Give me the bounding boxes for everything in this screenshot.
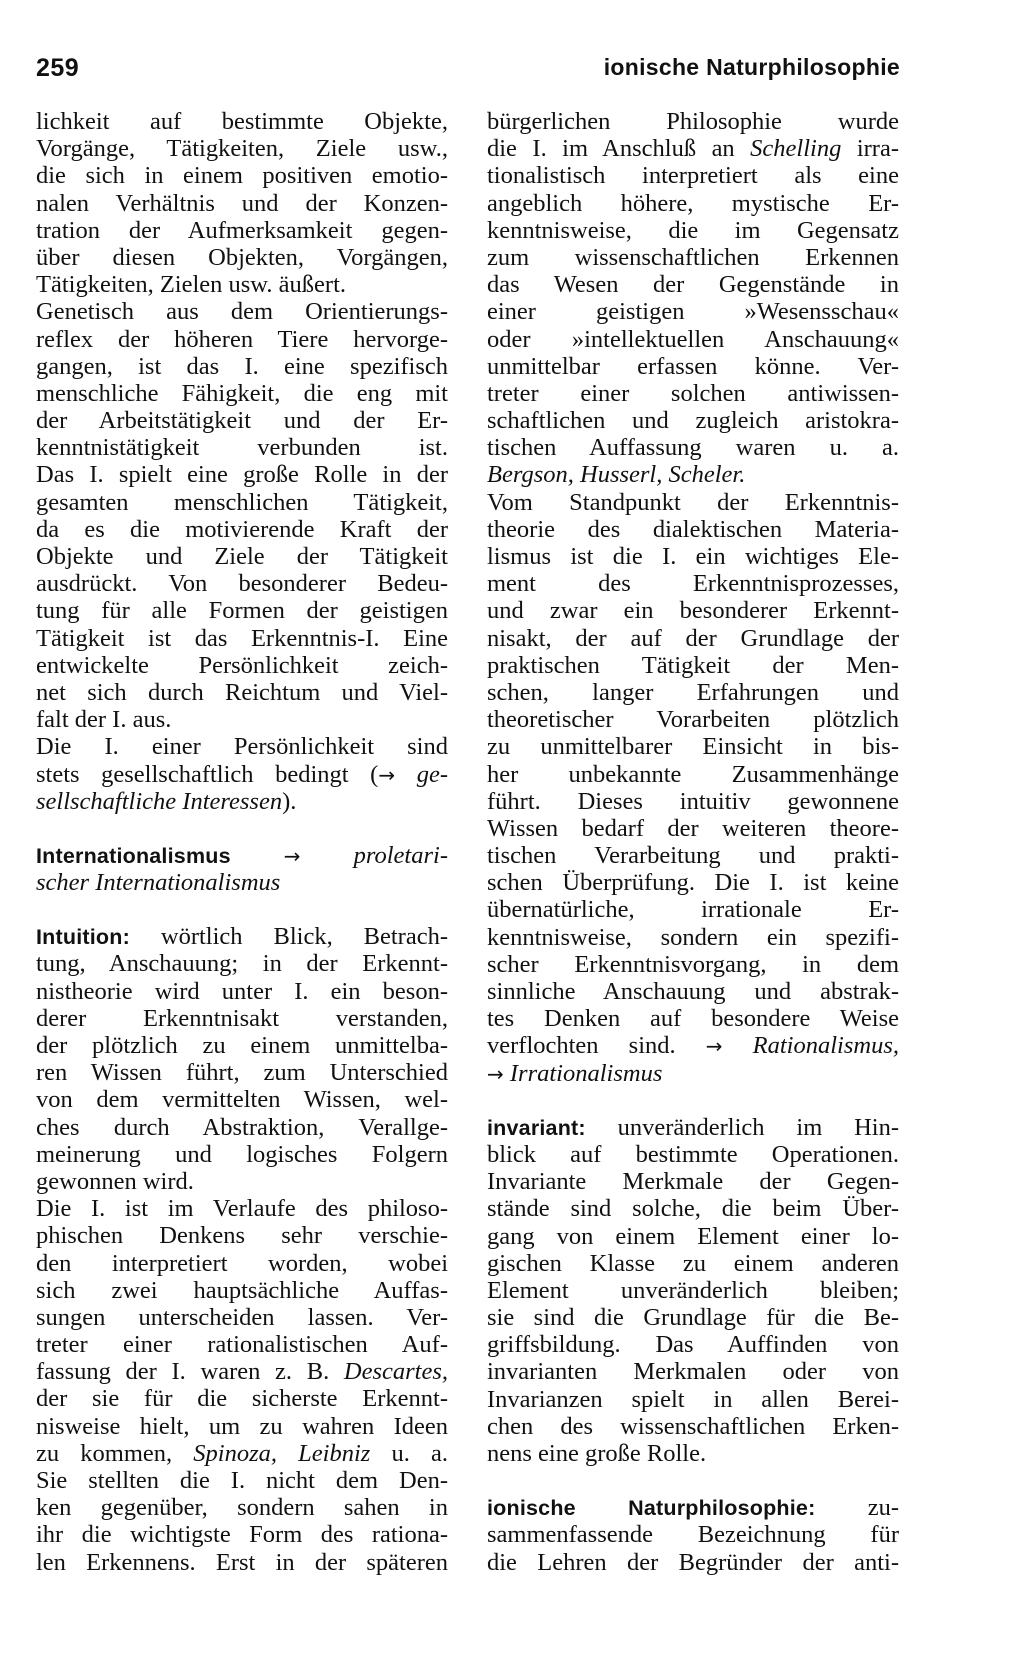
italic-text: sellschaftliche Interessen [36, 787, 283, 815]
italic-text: proletari- [353, 841, 448, 869]
cross-reference-arrow: → [378, 762, 396, 787]
text-line [487, 1331, 899, 1358]
text-line [36, 217, 448, 244]
text-line [487, 1521, 899, 1548]
text-line [487, 1494, 899, 1521]
text-line [487, 135, 899, 162]
line-text: Vorgänge, Tätigkeiten, Ziele usw., [36, 135, 448, 163]
text-line [487, 1032, 899, 1059]
text-line [487, 1168, 899, 1195]
text-line [487, 1277, 899, 1304]
right-column [487, 108, 899, 1576]
text-line [36, 761, 448, 788]
line-text: reflex der höheren Tiere hervorge- [36, 325, 448, 353]
line-text: zu unmittelbarer Einsicht in bis- [487, 733, 899, 761]
entry-headword: Internationalismus [36, 843, 231, 868]
text-line [36, 434, 448, 461]
text-line [487, 271, 899, 298]
text-line [36, 407, 448, 434]
text-line [487, 407, 899, 434]
line-text: von dem vermittelten Wissen, wel- [36, 1086, 448, 1114]
text-line [36, 1141, 448, 1168]
paragraph-gap [487, 1467, 899, 1494]
line-text: u. a. [370, 1439, 448, 1467]
text-line [36, 1277, 448, 1304]
text-line [487, 108, 899, 135]
text-line [487, 516, 899, 543]
text-line [36, 271, 448, 298]
line-text: lichkeit auf bestimmte Objekte, [36, 108, 448, 135]
line-text: führt. Dieses intuitiv gewonnene [487, 787, 899, 815]
line-text: der Arbeitstätigkeit und der Er- [36, 407, 448, 435]
italic-text: Descartes, [343, 1358, 448, 1386]
text-line [487, 815, 899, 842]
text-line [36, 1005, 448, 1032]
line-text: einer geistigen »Wesensschau« [487, 298, 899, 326]
text-line [487, 461, 899, 488]
line-text: ihr die wichtigste Form des rationa- [36, 1521, 448, 1549]
line-text: lismus ist die I. ein wichtiges Ele- [487, 543, 899, 570]
text-line [36, 1086, 448, 1113]
running-head: ionische Naturphilosophie [603, 54, 900, 80]
text-line [487, 543, 899, 570]
text-line [36, 298, 448, 325]
line-text: nisakt, der auf der Grundlage der [487, 624, 899, 652]
line-text: sammenfassende Bezeichnung für [487, 1521, 899, 1549]
line-text: sie sind die Grundlage für die Be- [487, 1304, 899, 1332]
text-line [487, 1060, 899, 1087]
text-line [487, 570, 899, 597]
line-text: bürgerlichen Philosophie wurde [487, 108, 899, 135]
text-line [487, 896, 899, 923]
line-text: tionalistisch interpretiert als eine [487, 162, 899, 190]
line-text: tung für alle Formen der geistigen [36, 597, 448, 625]
text-line [36, 353, 448, 380]
text-line [36, 108, 448, 135]
text-line [487, 597, 899, 624]
text-line [36, 570, 448, 597]
cross-reference-arrow: → [705, 1034, 723, 1059]
line-text: blick auf bestimmte Operationen. [487, 1140, 899, 1168]
line-text: Das I. spielt eine große Rolle in der [36, 461, 448, 489]
left-column [36, 108, 448, 1576]
line-text: angeblich höhere, mystische Er- [487, 189, 899, 217]
line-text: das Wesen der Gegenstände in [487, 271, 899, 299]
text-line [487, 434, 899, 461]
text-line [487, 951, 899, 978]
text-line [487, 679, 899, 706]
line-text: theorie des dialektischen Materia- [487, 515, 899, 543]
text-line [36, 923, 448, 950]
line-text: Die I. einer Persönlichkeit sind [36, 733, 448, 761]
text-line [487, 217, 899, 244]
paragraph-gap [36, 896, 448, 923]
text-line [487, 1413, 899, 1440]
text-line [487, 788, 899, 815]
line-text: Genetisch aus dem Orientierungs- [36, 298, 448, 326]
text-line [487, 353, 899, 380]
text-line [36, 516, 448, 543]
text-line [487, 869, 899, 896]
text-line [36, 1358, 448, 1385]
text-line [36, 135, 448, 162]
line-text: theoretischer Vorarbeiten plötzlich [487, 706, 899, 734]
line-text: Sie stellten die I. nicht dem Den- [36, 1467, 448, 1494]
line-text: len Erkennens. Erst in der späteren [36, 1548, 448, 1576]
line-text: ment des Erkenntnisprozesses, [487, 570, 899, 598]
text-line [487, 1304, 899, 1331]
line-text: schen, langer Erfahrungen und [487, 678, 899, 706]
line-text: kenntnistätigkeit verbunden ist. [36, 434, 448, 462]
italic-text: Spinoza, Leibniz [193, 1439, 371, 1467]
line-text: schaftlichen und zugleich aristokra- [487, 407, 899, 435]
line-text: die Lehren der Begründer der anti- [487, 1548, 899, 1576]
line-text: zu- [815, 1494, 899, 1522]
line-text: chen des wissenschaftlichen Erken- [487, 1412, 899, 1440]
line-text: über diesen Objekten, Vorgängen, [36, 243, 448, 271]
line-text: schen Überprüfung. Die I. ist keine [487, 869, 899, 897]
text-line [487, 652, 899, 679]
line-text: da es die motivierende Kraft der [36, 515, 448, 543]
text-line [36, 788, 448, 815]
line-text: ausdrückt. Von besonderer Bedeu- [36, 570, 448, 598]
text-line [36, 1413, 448, 1440]
text-line [487, 1358, 899, 1385]
line-text: Tätigkeit ist das Erkenntnis-I. Eine [36, 624, 448, 652]
paragraph-gap [487, 1087, 899, 1114]
line-text: meinerung und logisches Folgern [36, 1140, 448, 1168]
text-line [36, 842, 448, 869]
entry-headword: invariant: [487, 1115, 586, 1140]
line-text: griffsbildung. Das Auffinden von [487, 1331, 899, 1359]
text-line [487, 1114, 899, 1141]
line-text: irra- [841, 135, 899, 163]
text-line [487, 298, 899, 325]
entry-headword: ionische Naturphilosophie: [487, 1496, 816, 1521]
line-text: Element unveränderlich bleiben; [487, 1276, 899, 1304]
line-text: entwickelte Persönlichkeit zeich- [36, 651, 448, 679]
line-text: gang von einem Element einer lo- [487, 1222, 899, 1250]
cross-reference-arrow: → [487, 1061, 504, 1086]
line-text: die sich in einem positiven emotio- [36, 162, 448, 190]
line-text: menschliche Fähigkeit, die eng mit [36, 379, 448, 407]
text-line [36, 1222, 448, 1249]
text-line [36, 489, 448, 516]
text-line [487, 489, 899, 516]
text-line [36, 1521, 448, 1548]
italic-text: Bergson, Husserl, Scheler. [487, 461, 746, 489]
line-text: unveränderlich im Hin- [585, 1113, 899, 1141]
line-text: scher Erkenntnisvorgang, in dem [487, 950, 899, 978]
line-text: unmittelbar erfassen könne. Ver- [487, 352, 899, 380]
line-text: stets gesellschaftlich bedingt ( [36, 760, 379, 788]
italic-text: Irrationalismus [503, 1059, 663, 1087]
line-text: tischen Auffassung waren u. a. [487, 434, 899, 462]
line-text: ches durch Abstraktion, Verallge- [36, 1113, 448, 1141]
text-line [36, 1168, 448, 1195]
text-line [36, 1494, 448, 1521]
line-text: Vom Standpunkt der Erkenntnis- [487, 488, 899, 516]
line-text: den interpretiert worden, wobei [36, 1249, 448, 1277]
text-line [36, 1304, 448, 1331]
line-text: ren Wissen führt, zum Unterschied [36, 1059, 448, 1087]
text-line [487, 190, 899, 217]
line-text: tes Denken auf besondere Weise [487, 1005, 899, 1033]
line-text: net sich durch Reichtum und Viel- [36, 678, 448, 706]
text-line [36, 950, 448, 977]
line-text: und zwar ein besonderer Erkennt- [487, 597, 899, 625]
text-line [36, 1331, 448, 1358]
line-text: gangen, ist das I. eine spezifisch [36, 352, 448, 380]
line-text: praktischen Tätigkeit der Men- [487, 651, 899, 679]
line-text: nalen Verhältnis und der Konzen- [36, 189, 448, 217]
line-text: her unbekannte Zusammenhänge [487, 760, 899, 788]
text-line [36, 244, 448, 271]
line-text: der sie für die sicherste Erkennt- [36, 1385, 448, 1413]
line-text: zum wissenschaftlichen Erkennen [487, 243, 899, 271]
line-text: gesamten menschlichen Tätigkeit, [36, 488, 448, 516]
line-text: derer Erkenntnisakt verstanden, [36, 1004, 448, 1032]
line-text: verflochten sind. [487, 1032, 706, 1060]
line-text: übernatürliche, irrationale Er- [487, 896, 899, 924]
line-text: Die I. ist im Verlaufe des philoso- [36, 1195, 448, 1223]
cross-reference-arrow: → [230, 843, 354, 868]
text-line [36, 1467, 448, 1494]
text-line [487, 625, 899, 652]
text-line [36, 978, 448, 1005]
line-text: nistheorie wird unter I. ein beson- [36, 977, 448, 1005]
text-line [36, 380, 448, 407]
text-line [36, 1114, 448, 1141]
text-line [487, 1386, 899, 1413]
text-line [487, 1141, 899, 1168]
line-text: sich zwei hauptsächliche Auffas- [36, 1276, 448, 1304]
line-text: ken gegenüber, sondern sahen in [36, 1494, 448, 1522]
text-line [487, 1005, 899, 1032]
line-text: wörtlich Blick, Betrach- [129, 923, 448, 951]
line-text: falt der I. aus. [36, 706, 172, 734]
line-text: kenntnisweise, die im Gegensatz [487, 216, 899, 244]
text-line [487, 1549, 899, 1576]
page-header [36, 54, 900, 88]
line-text: tration der Aufmerksamkeit gegen- [36, 216, 448, 244]
text-line [487, 380, 899, 407]
text-line [36, 679, 448, 706]
line-text: kenntnisweise, sondern ein spezifi- [487, 923, 899, 951]
text-line [36, 1549, 448, 1576]
text-line [36, 733, 448, 760]
line-text: gischen Klasse zu einem anderen [487, 1249, 899, 1277]
text-line [487, 978, 899, 1005]
line-text: Tätigkeiten, Zielen usw. äußert. [36, 271, 346, 299]
text-line [36, 162, 448, 189]
text-line [487, 1195, 899, 1222]
text-line [36, 706, 448, 733]
line-text: die I. im Anschluß an [487, 135, 751, 163]
page-number: 259 [36, 54, 80, 82]
text-line [487, 1223, 899, 1250]
italic-text: Schelling [750, 135, 842, 163]
text-line [36, 1385, 448, 1412]
text-line [487, 924, 899, 951]
text-line [36, 461, 448, 488]
text-line [487, 1250, 899, 1277]
text-line [487, 706, 899, 733]
line-text: treter einer solchen antiwissen- [487, 379, 899, 407]
line-text: sungen unterscheiden lassen. Ver- [36, 1303, 448, 1331]
line-text: fassung der I. waren z. B. [36, 1358, 344, 1386]
line-text: tischen Verarbeitung und prakti- [487, 842, 899, 870]
line-text: tung, Anschauung; in der Erkennt- [36, 950, 448, 978]
text-line [487, 162, 899, 189]
line-text: Wissen bedarf der weiteren theore- [487, 814, 899, 842]
text-line [487, 1440, 899, 1467]
text-line [36, 625, 448, 652]
line-text: stände sind solche, die beim Über- [487, 1195, 899, 1223]
line-text: ). [282, 787, 297, 815]
italic-text: ge- [395, 760, 448, 788]
text-line [36, 190, 448, 217]
italic-text: Rationalismus, [722, 1032, 899, 1060]
line-text: Objekte und Ziele der Tätigkeit [36, 543, 448, 570]
line-text: Invarianzen spielt in allen Berei- [487, 1385, 899, 1413]
text-line [487, 326, 899, 353]
line-text: nisweise hielt, um zu wahren Ideen [36, 1412, 448, 1440]
text-line [36, 1440, 448, 1467]
entry-headword: Intuition: [36, 925, 130, 950]
line-text: zu kommen, [36, 1439, 194, 1467]
line-text: nens eine große Rolle. [487, 1440, 707, 1467]
text-line [487, 244, 899, 271]
text-line [36, 326, 448, 353]
text-line [487, 733, 899, 760]
paragraph-gap [36, 815, 448, 842]
text-line [36, 869, 448, 896]
text-line [36, 652, 448, 679]
text-line [36, 597, 448, 624]
text-line [487, 842, 899, 869]
text-line [36, 1059, 448, 1086]
text-line [36, 1195, 448, 1222]
line-text: oder »intellektuellen Anschauung« [487, 325, 899, 353]
line-text: Invariante Merkmale der Gegen- [487, 1168, 899, 1196]
italic-text: scher Internationalismus [36, 869, 281, 897]
text-line [487, 761, 899, 788]
line-text: der plötzlich zu einem unmittelba- [36, 1032, 448, 1059]
line-text: treter einer rationalistischen Auf- [36, 1331, 448, 1359]
text-line [36, 543, 448, 570]
text-line [36, 1032, 448, 1059]
text-line [36, 1250, 448, 1277]
line-text: invarianten Merkmalen oder von [487, 1358, 899, 1386]
line-text: phischen Denkens sehr verschie- [36, 1222, 448, 1250]
line-text: gewonnen wird. [36, 1167, 194, 1195]
line-text: sinnliche Anschauung und abstrak- [487, 978, 899, 1005]
